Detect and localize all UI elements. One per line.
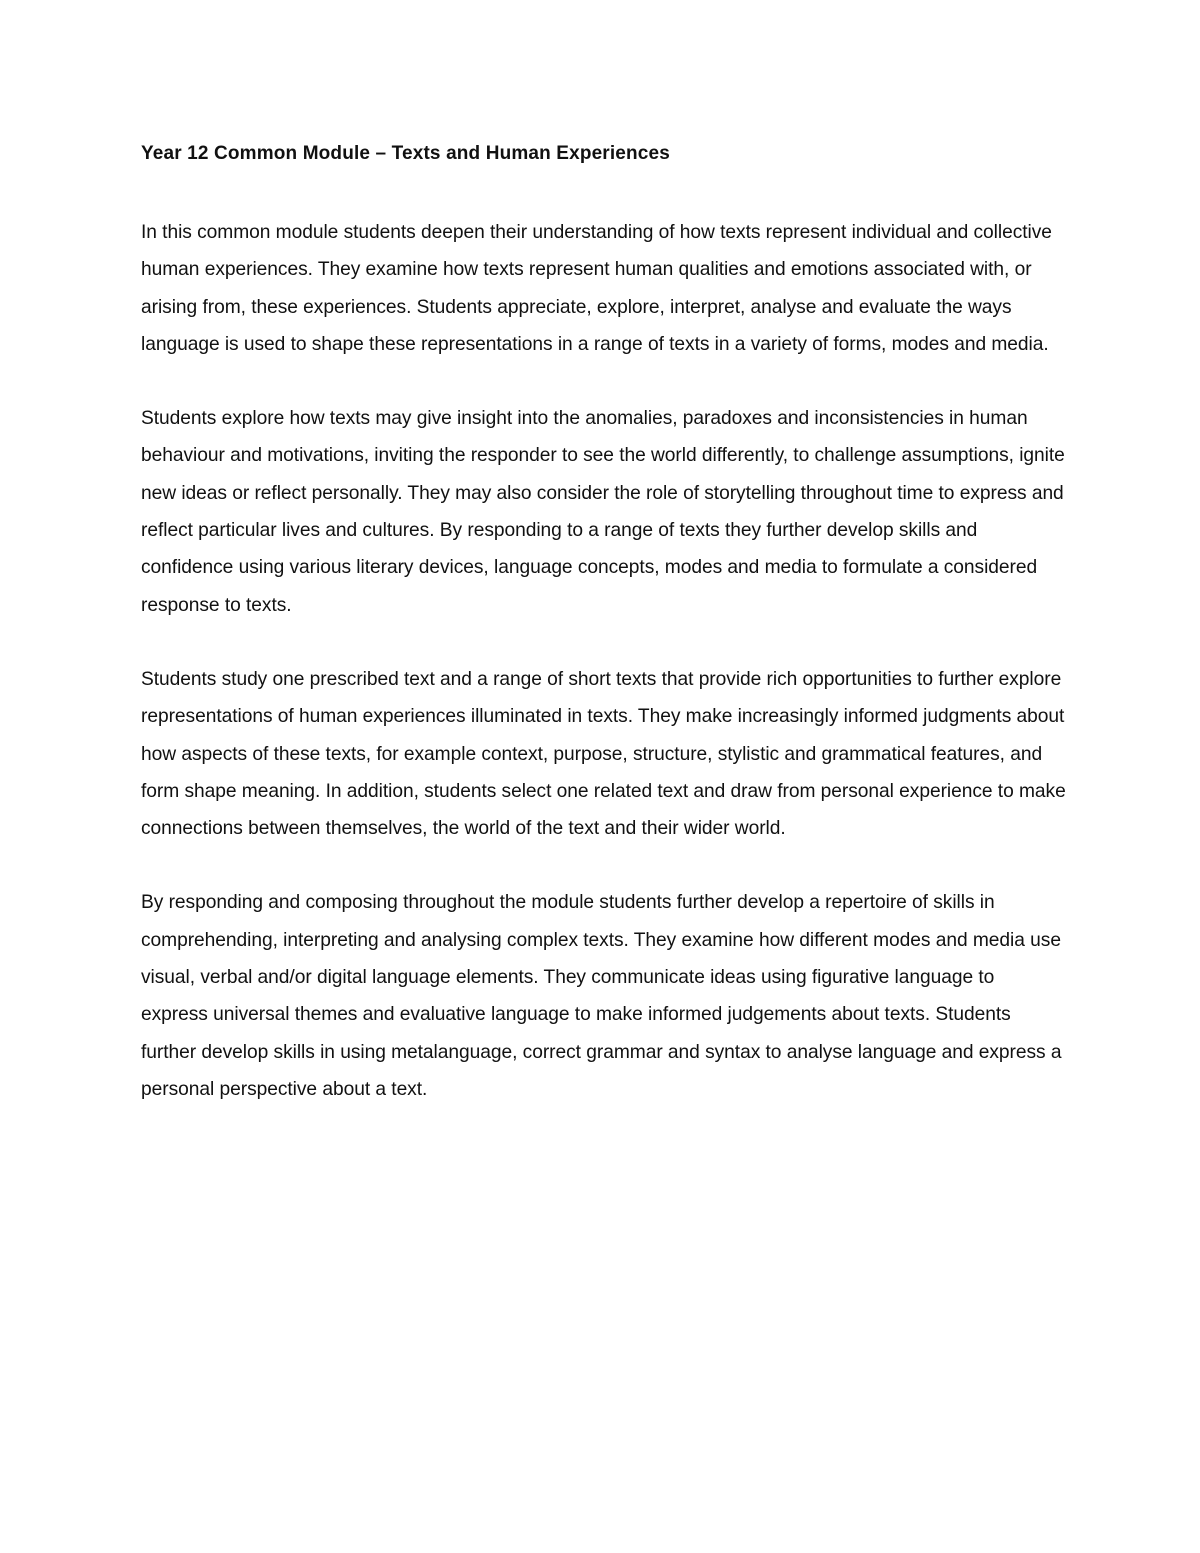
paragraph-introduction: In this common module students deepen their understanding of how texts represent individual and collective human experiences. They examine how texts represent human qualities and emotions associated with, or arising from, these experiences. Students appreciate, explore, interpret, analyse and evaluate the ways language is used to shape these representations in a range of texts in a variety of forms, modes and media. [141,222,1052,355]
document-title: Year 12 Common Module – Texts and Human Experiences [141,143,670,164]
paragraph-insight: Students explore how texts may give insight into the anomalies, paradoxes and inconsistencies in human behaviour and motivations, inviting the responder to see the world differently, to challenge assumptions, ignite new ideas or reflect personally. They may also consider the role of storytelling throughout time to express and reflect particular lives and cultures. By responding to a range of texts they further develop skills and confidence using various literary devices, language concepts, modes and media to formulate a considered response to texts. [141,408,1065,616]
paragraph-prescribed-text: Students study one prescribed text and a range of short texts that provide rich opportunities to further explore representations of human experiences illuminated in texts. They make increasingly informed judgments about how aspects of these texts, for example context, purpose, structure, stylistic and grammatical features, and form shape meaning. In addition, students select one related text and draw from personal experience to make connections between themselves, the world of the text and their wider world. [141,668,1066,840]
paragraph-skills: By responding and composing throughout the module students further develop a repertoire of skills in comprehending, interpreting and analysing complex texts. They examine how different modes and media use visual, verbal and/or digital language elements. They communicate ideas using figurative language to express universal themes and evaluative language to make informed judgements about texts. Students further develop skills in using metalanguage, correct grammar and syntax to analyse language and express a personal perspective about a text. [141,892,1062,1100]
document-body [141,140,1066,1108]
